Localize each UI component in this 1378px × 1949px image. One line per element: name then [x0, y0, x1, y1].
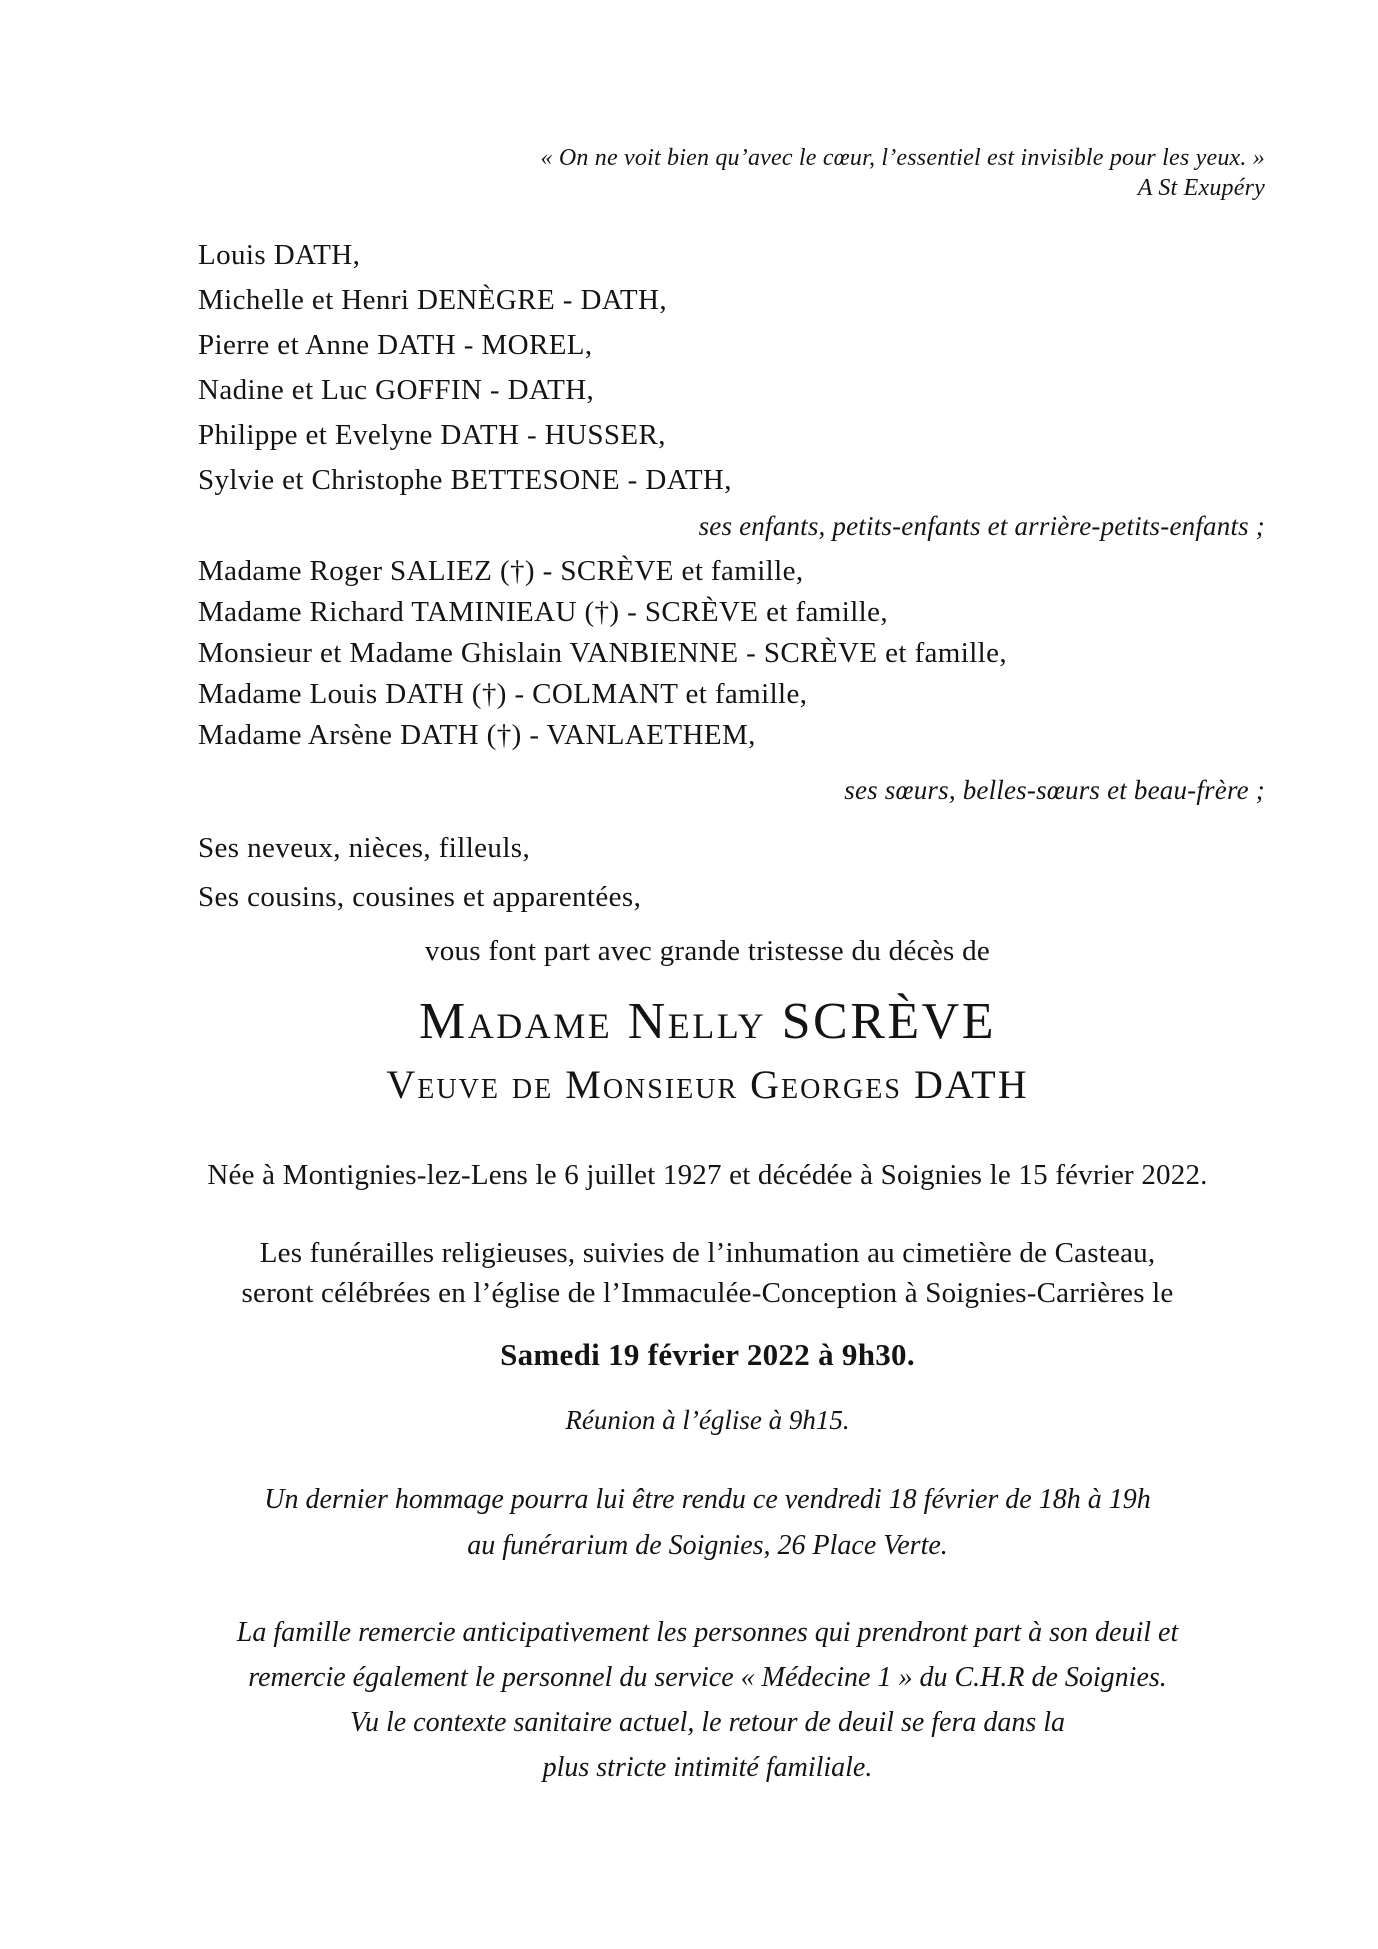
quote-text: « On ne voit bien qu’avec le cœur, l’essentiel est invisible pour les yeux. » — [540, 145, 1265, 171]
siblings-relationship-caption: ses sœurs, belles-sœurs et beau-frère ; — [844, 775, 1265, 805]
quote-attribution: A St Exupéry — [1137, 175, 1265, 201]
mourner-name: Madame Louis DATH (†) - COLMANT et famille, — [198, 678, 808, 710]
tribute-line: au funérarium de Soignies, 26 Place Verte. — [467, 1530, 948, 1561]
thanks-line: Vu le contexte sanitaire actuel, le retour de deuil se fera dans la — [349, 1707, 1066, 1738]
tribute-line: Un dernier hommage pourra lui être rendu ce vendredi 18 février de 18h à 19h — [264, 1484, 1151, 1515]
siblings-names-list — [198, 551, 1265, 756]
family-thanks — [150, 1610, 1265, 1790]
mourner-name: Madame Richard TAMINIEAU (†) - SCRÈVE et famille, — [198, 596, 889, 628]
mourner-name: Madame Arsène DATH (†) - VANLAETHEM, — [198, 719, 756, 751]
mourner-name: Pierre et Anne DATH - MOREL, — [198, 329, 593, 361]
mourner-name: Nadine et Luc GOFFIN - DATH, — [198, 374, 595, 406]
children-relationship-caption: ses enfants, petits-enfants et arrière-petits-enfants ; — [698, 511, 1265, 541]
church-meeting-time: Réunion à l’église à 9h15. — [565, 1405, 850, 1435]
other-mourners-line: Ses cousins, cousines et apparentées, — [198, 881, 642, 913]
other-mourners-line: Ses neveux, nièces, filleuls, — [198, 832, 531, 864]
mourner-name: Madame Roger SALIEZ (†) - SCRÈVE et famille, — [198, 555, 804, 587]
ceremony-date: Samedi 19 février 2022 à 9h30. — [500, 1337, 915, 1372]
ceremony-line: seront célébrées en l’église de l’Immaculée-Conception à Soignies-Carrières le — [241, 1277, 1174, 1309]
ceremony-details — [150, 1233, 1265, 1313]
thanks-line: La famille remercie anticipativement les personnes qui prendront part à son deuil et — [236, 1617, 1179, 1648]
children-names-list — [198, 233, 1265, 503]
announcement-text: vous font part avec grande tristesse du décès de — [424, 935, 991, 967]
opening-quote — [150, 143, 1265, 203]
tribute-details — [150, 1477, 1265, 1569]
mourner-name: Monsieur et Madame Ghislain VANBIENNE - SCRÈVE et famille, — [198, 637, 1008, 669]
thanks-line: plus stricte intimité familiale. — [542, 1752, 873, 1783]
mourner-name: Sylvie et Christophe BETTESONE - DATH, — [198, 464, 732, 496]
birth-death-dates: Née à Montignies-lez-Lens le 6 juillet 1927 et décédée à Soignies le 15 février 2022. — [207, 1159, 1208, 1191]
deceased-subtitle: Veuve de Monsieur Georges DATH — [386, 1062, 1029, 1107]
deceased-name: Madame Nelly SCRÈVE — [418, 993, 996, 1050]
mourner-name: Philippe et Evelyne DATH - HUSSER, — [198, 419, 666, 451]
ceremony-line: Les funérailles religieuses, suivies de l’inhumation au cimetière de Casteau, — [259, 1237, 1156, 1269]
thanks-line: remercie également le personnel du service « Médecine 1 » du C.H.R de Soignies. — [248, 1662, 1167, 1693]
mourner-name: Louis DATH, — [198, 239, 361, 271]
mourner-name: Michelle et Henri DENÈGRE - DATH, — [198, 284, 668, 316]
